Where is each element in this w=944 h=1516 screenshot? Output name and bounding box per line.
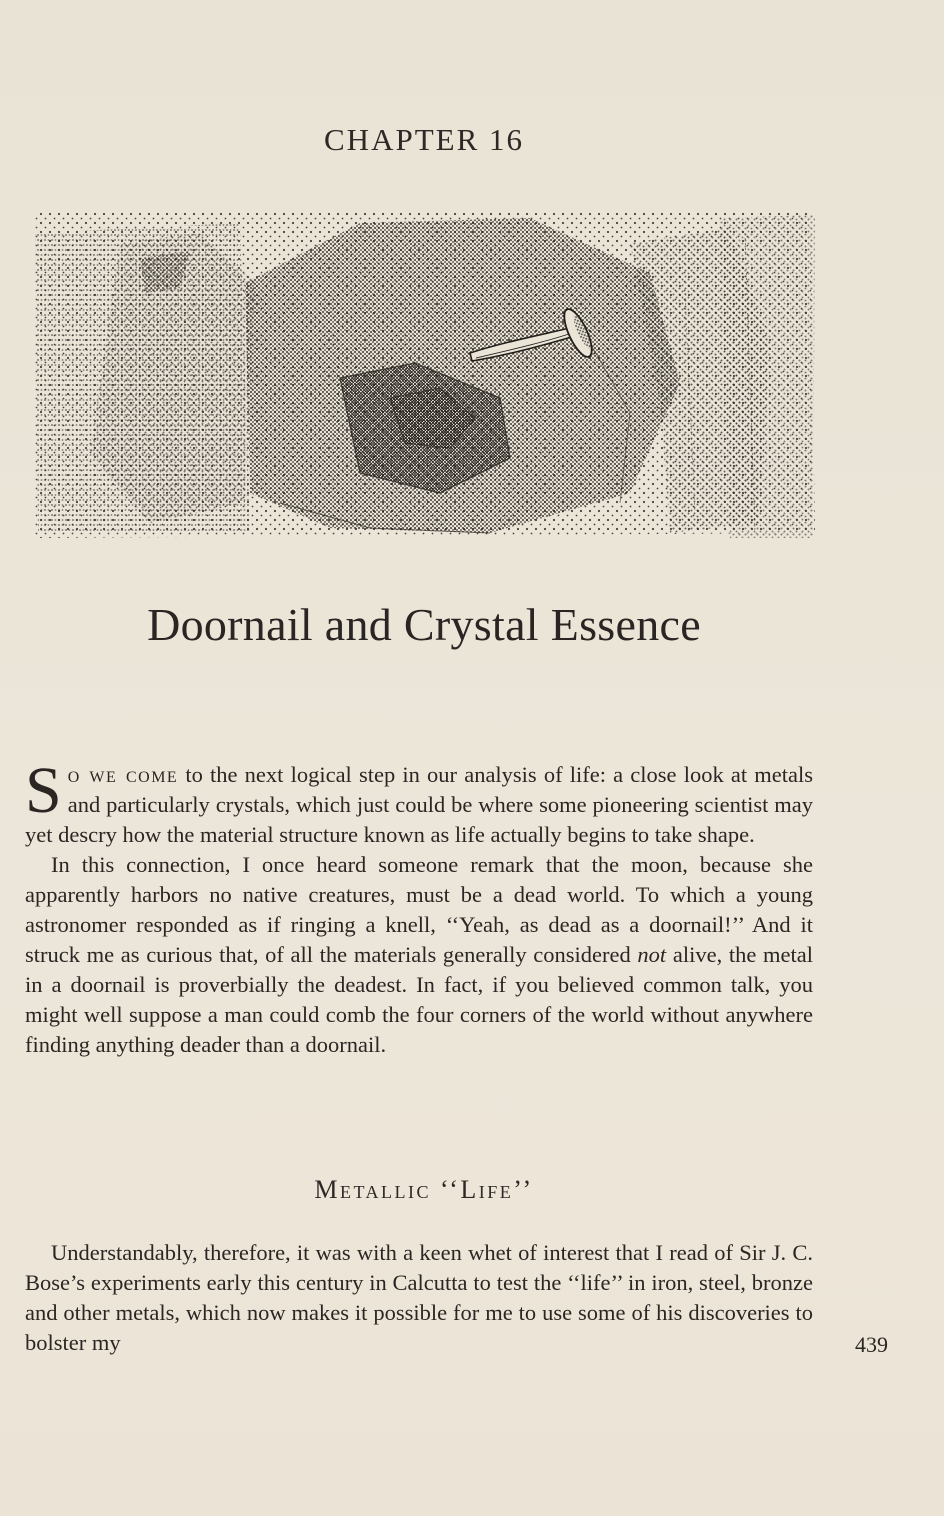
page-number: 439 (855, 1332, 888, 1357)
chapter-label: CHAPTER 16 (324, 122, 524, 157)
lead-in-smallcaps: o we come (67, 762, 179, 787)
section-heading: Metallic ‘‘Life’’ (314, 1175, 534, 1204)
paragraph-3: Understandably, therefore, it was with a keen whet of interest that I read of Sir J. C. Bose’s experiments early this century in Calcutta to test the ‘‘life’’ in iron, steel, bronze and other metals, which now makes it possible for me to use some of his discoveries to bolster my (25, 1240, 813, 1355)
paragraph-2-italic: not (637, 942, 667, 967)
paragraph-2 (25, 850, 813, 1060)
drop-cap: S (25, 754, 62, 827)
paragraph-1 (25, 754, 814, 850)
paragraph-1-text: to the next logical step in our analysis of life: a close look at metals and particularly crystals, which just could be where some pioneering scientist may yet descry how the material structure known as life actually begins to take shape. (25, 762, 814, 847)
doornail-crystal-illustration (30, 203, 820, 548)
paragraph-2-text-a: In this connection, I once heard someone remark that the moon, because she apparently harbors no native creatures, must be a dead world. To which a young astronomer responded as if ringing a knell, ‘‘Yeah, as dead as a doornail!’’ And it struck me as curious that, of all the materials generally considered (25, 852, 813, 967)
paragraph-2-text-b: alive, the metal in a doornail is proverbially the deadest. In fact, if you believed common talk, you might well suppose a man could comb the four corners of the world without anywhere finding anything deader than a doornail. (25, 942, 813, 1057)
chapter-title: Doornail and Crystal Essence (147, 599, 701, 650)
central-crystal (245, 218, 680, 533)
body-section-2 (25, 1238, 813, 1358)
body-section-1 (25, 754, 814, 1060)
